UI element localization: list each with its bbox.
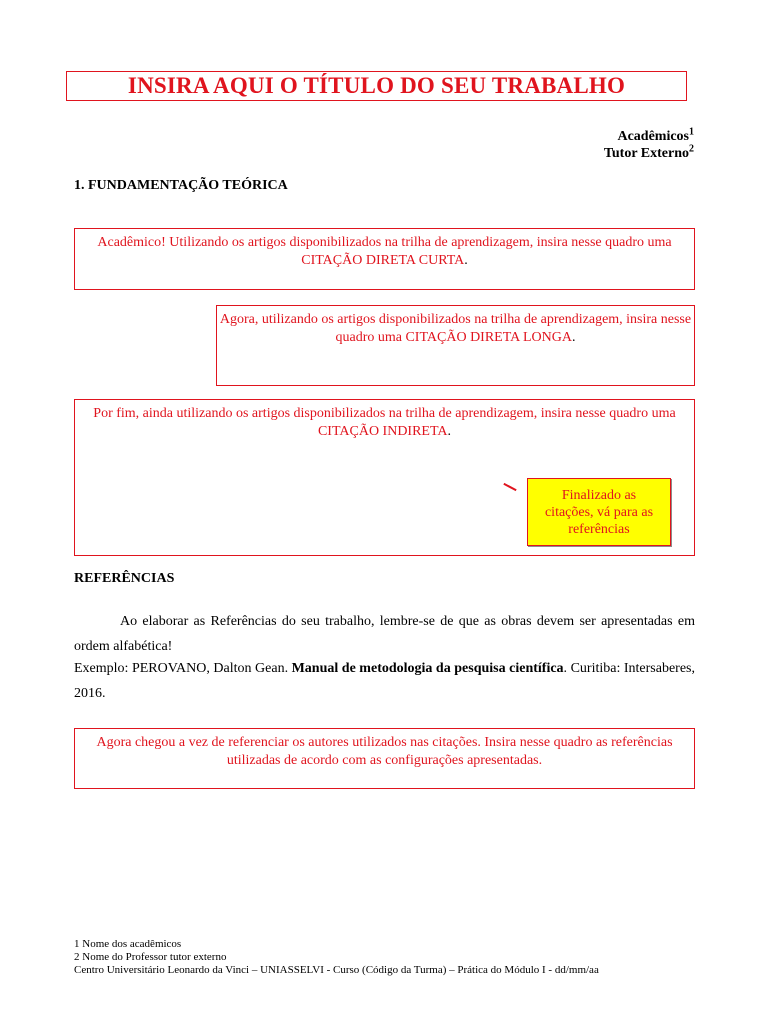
authors-block — [604, 128, 694, 162]
example-prefix: Exemplo: PEROVANO, Dalton Gean. — [74, 661, 292, 676]
callout-text: Finalizado as citações, vá para as referências — [544, 487, 654, 537]
tutor-label: Tutor Externo — [603, 146, 689, 161]
box-indireta-text: Por fim, ainda utilizando os artigos disponibilizados na trilha de aprendizagem, insira nesse quadro uma — [93, 406, 676, 421]
section-heading-referencias: REFERÊNCIAS — [74, 571, 175, 586]
box-longa-emphasis: CITAÇÃO DIRETA LONGA — [405, 330, 572, 345]
academicos-label: Acadêmicos — [617, 129, 689, 144]
referencias-box-text: Agora chegou a vez de referenciar os autores utilizados nas citações. Insira nesse quadro as referências utilizadas de acordo com as configurações apresentadas. — [96, 735, 673, 768]
academicos-line — [604, 128, 694, 145]
tutor-line — [604, 145, 694, 162]
box-curta-emphasis: CITAÇÃO DIRETA CURTA — [301, 253, 465, 268]
tutor-footnote-marker: 2 — [689, 143, 694, 155]
box-indireta-period: . — [447, 424, 452, 439]
callout-note — [527, 478, 671, 546]
box-curta-period: . — [464, 253, 468, 268]
citacao-direta-longa-box[interactable] — [216, 305, 695, 386]
box-curta-text: Acadêmico! Utilizando os artigos disponibilizados na trilha de aprendizagem, insira nesse quadro uma — [97, 235, 672, 250]
page-title: INSIRA AQUI O TÍTULO DO SEU TRABALHO — [127, 73, 626, 98]
footnote-1: 1 Nome dos acadêmicos — [74, 938, 182, 950]
reference-example — [74, 656, 695, 706]
title-box — [66, 71, 687, 101]
section-heading-fundamentacao: 1. FUNDAMENTAÇÃO TEÓRICA — [74, 178, 288, 193]
example-suffix: . Curitiba: Intersaberes, 2016. — [74, 661, 695, 701]
citacao-direta-curta-box[interactable] — [74, 228, 695, 290]
example-book-title: Manual de metodologia da pesquisa científica — [291, 661, 564, 676]
box-indireta-emphasis: CITAÇÃO INDIRETA — [317, 424, 448, 439]
references-intro-paragraph: Ao elaborar as Referências do seu trabalho, lembre-se de que as obras devem ser apresentadas em ordem alfabética! — [74, 614, 695, 654]
footer-line: Centro Universitário Leonardo da Vinci – UNIASSELVI - Curso (Código da Turma) – Prática do Módulo I - dd/mm/aa — [74, 964, 599, 976]
footnote-2: 2 Nome do Professor tutor externo — [74, 951, 227, 963]
box-longa-period: . — [572, 330, 576, 345]
referencias-box[interactable] — [74, 728, 695, 789]
box-longa-text: Agora, utilizando os artigos disponibilizados na trilha de aprendizagem, insira nesse quadro uma — [219, 312, 692, 345]
academicos-footnote-marker: 1 — [689, 126, 694, 138]
footnotes — [74, 938, 599, 977]
